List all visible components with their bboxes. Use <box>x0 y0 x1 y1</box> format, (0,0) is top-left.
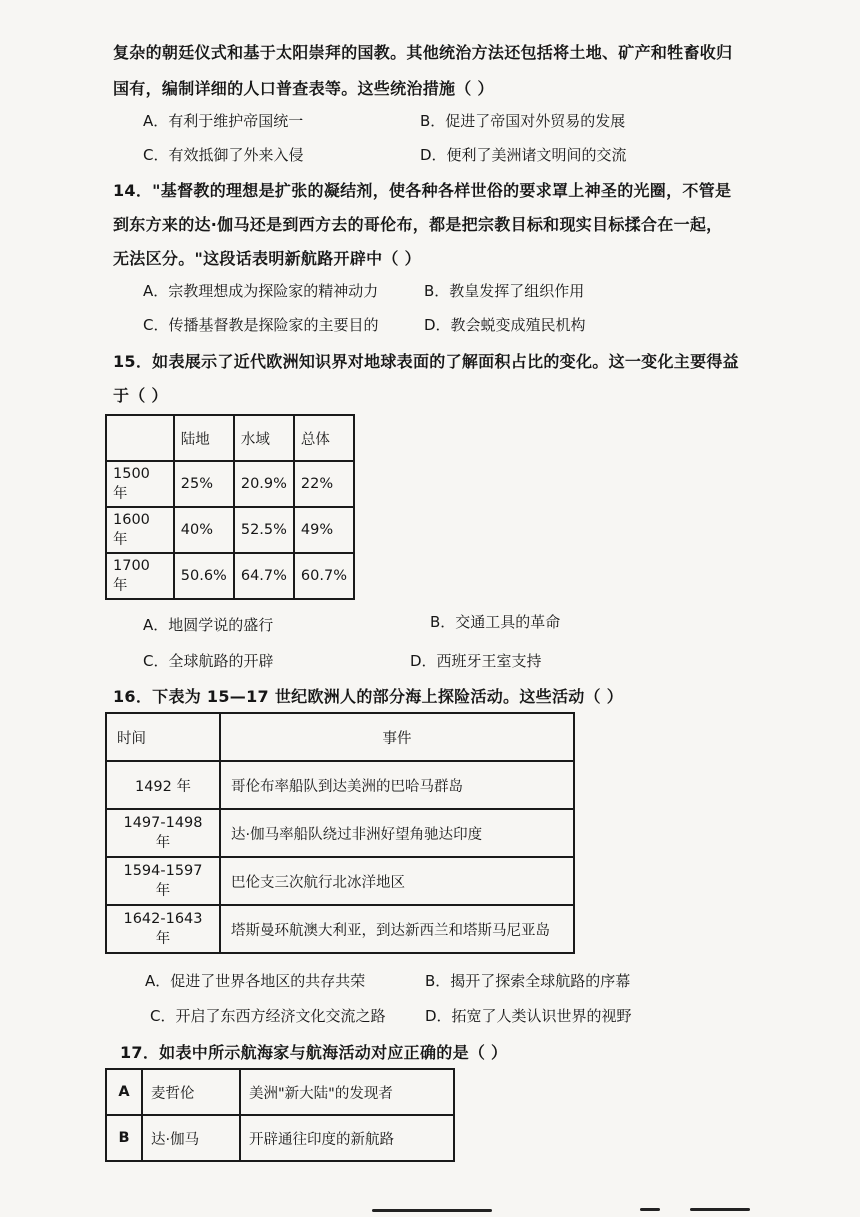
scan-artifact-mark <box>690 1208 750 1211</box>
q15-option-a: A．地圆学说的盛行 <box>143 616 274 634</box>
table-cell: 麦哲伦 <box>142 1069 240 1115</box>
table-cell: 1642-1643 年 <box>106 905 220 953</box>
table-cell: 开辟通往印度的新航路 <box>240 1115 454 1161</box>
table-cell: 达·伽马 <box>142 1115 240 1161</box>
q16-option-d: D．拓宽了人类认识世界的视野 <box>425 1007 632 1025</box>
q16-option-b: B．揭开了探索全球航路的序幕 <box>425 972 631 990</box>
table-cell: 巴伦支三次航行北冰洋地区 <box>220 857 574 905</box>
table-cell: 塔斯曼环航澳大利亚，到达新西兰和塔斯马尼亚岛 <box>220 905 574 953</box>
table-cell: 20.9% <box>234 461 294 507</box>
table-header-row <box>106 415 354 461</box>
table-cell: 1500 年 <box>106 461 174 507</box>
table-cell: 哥伦布率船队到达美洲的巴哈马群岛 <box>220 761 574 809</box>
table-cell: 49% <box>294 507 354 553</box>
table-row <box>106 809 574 857</box>
table-header-cell: 总体 <box>294 415 354 461</box>
table-cell: 25% <box>174 461 234 507</box>
q13-stem-line2: 国有，编制详细的人口普查表等。这些统治措施（ ） <box>113 79 494 98</box>
table-cell: 60.7% <box>294 553 354 599</box>
q17-stem-line1: 17．如表中所示航海家与航海活动对应正确的是（ ） <box>120 1043 508 1062</box>
table-cell: 64.7% <box>234 553 294 599</box>
q15-option-b: B．交通工具的革命 <box>430 613 561 631</box>
q16-table <box>105 712 575 954</box>
table-header-row <box>106 713 574 761</box>
q13-stem-line1: 复杂的朝廷仪式和基于太阳崇拜的国教。其他统治方法还包括将土地、矿产和牲畜收归 <box>113 43 733 62</box>
table-cell: A <box>106 1069 142 1115</box>
q13-option-d: D．便利了美洲诸文明间的交流 <box>420 146 627 164</box>
table-cell: B <box>106 1115 142 1161</box>
table-cell: 50.6% <box>174 553 234 599</box>
q17-table <box>105 1068 455 1162</box>
table-cell: 1492 年 <box>106 761 220 809</box>
table-cell: 美洲"新大陆"的发现者 <box>240 1069 454 1115</box>
table-row <box>106 857 574 905</box>
q14-option-b: B．教皇发挥了组织作用 <box>424 282 585 300</box>
table-cell: 1594-1597 年 <box>106 857 220 905</box>
table-cell: 40% <box>174 507 234 553</box>
table-row <box>106 761 574 809</box>
q16-option-a: A．促进了世界各地区的共存共荣 <box>145 972 366 990</box>
q15-option-d: D．西班牙王室支持 <box>410 652 542 670</box>
table-header-cell: 事件 <box>220 713 574 761</box>
q14-stem-line3: 无法区分。"这段话表明新航路开辟中（ ） <box>113 249 421 268</box>
table-header-cell: 水域 <box>234 415 294 461</box>
q14-option-a: A．宗教理想成为探险家的精神动力 <box>143 282 379 300</box>
q15-stem-line1: 15．如表展示了近代欧洲知识界对地球表面的了解面积占比的变化。这一变化主要得益 <box>113 352 739 371</box>
table-header-cell: 时间 <box>106 713 220 761</box>
table-cell: 1497-1498 年 <box>106 809 220 857</box>
table-row <box>106 905 574 953</box>
q16-option-c: C．开启了东西方经济文化交流之路 <box>150 1007 386 1025</box>
table-header-cell <box>106 415 174 461</box>
q16-stem-line1: 16．下表为 15—17 世纪欧洲人的部分海上探险活动。这些活动（ ） <box>113 687 624 706</box>
scan-artifact-line <box>372 1209 492 1212</box>
table-row <box>106 1115 454 1161</box>
q14-option-d: D．教会蜕变成殖民机构 <box>424 316 586 334</box>
q15-stem-line2: 于（ ） <box>113 386 168 405</box>
q14-option-c: C．传播基督教是探险家的主要目的 <box>143 316 379 334</box>
table-cell: 1700 年 <box>106 553 174 599</box>
table-row <box>106 507 354 553</box>
q13-option-a: A．有利于维护帝国统一 <box>143 112 304 130</box>
table-cell: 22% <box>294 461 354 507</box>
scan-artifact-mark <box>640 1208 660 1211</box>
table-cell: 52.5% <box>234 507 294 553</box>
table-row <box>106 1069 454 1115</box>
q14-stem-line2: 到东方来的达·伽马还是到西方去的哥伦布，都是把宗教目标和现实目标揉合在一起， <box>113 215 723 234</box>
table-header-cell: 陆地 <box>174 415 234 461</box>
q14-stem-line1: 14．"基督教的理想是扩张的凝结剂，使各种各样世俗的要求罩上神圣的光圈，不管是 <box>113 181 732 200</box>
table-row <box>106 553 354 599</box>
q13-option-b: B．促进了帝国对外贸易的发展 <box>420 112 626 130</box>
q13-option-c: C．有效抵御了外来入侵 <box>143 146 304 164</box>
table-cell: 达·伽马率船队绕过非洲好望角驰达印度 <box>220 809 574 857</box>
table-row <box>106 461 354 507</box>
q15-option-c: C．全球航路的开辟 <box>143 652 274 670</box>
table-cell: 1600 年 <box>106 507 174 553</box>
q15-table <box>105 414 355 600</box>
